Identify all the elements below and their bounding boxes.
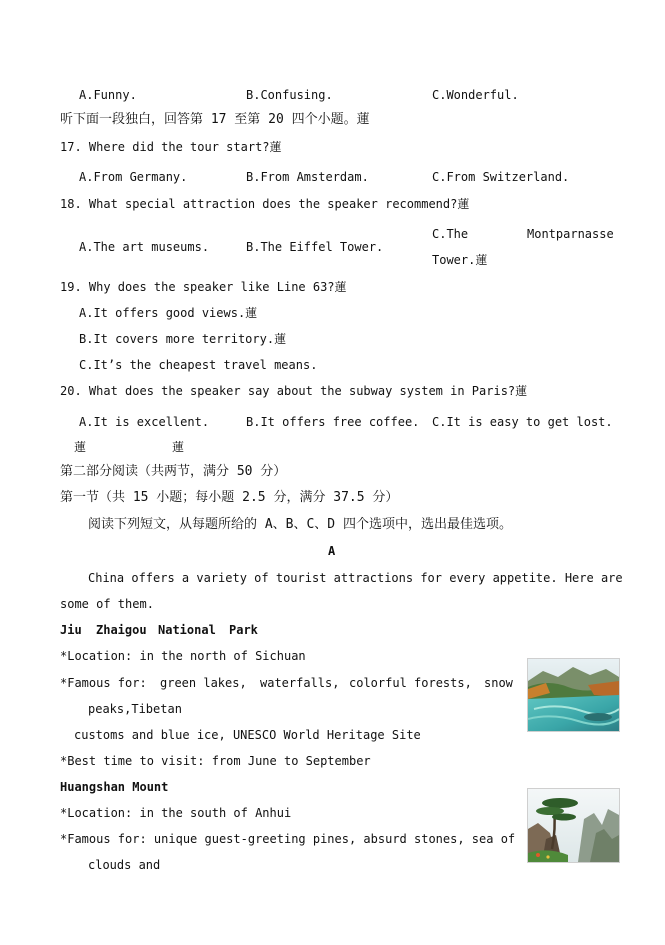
- passage-intro-line2: some of them.: [60, 597, 154, 611]
- q20-option-b: B.It offers free coffee.: [246, 415, 420, 429]
- q18-option-b: B.The Eiffel Tower.: [246, 240, 384, 254]
- jiuzhaigou-photo: [527, 658, 620, 732]
- q19-option-a: A.It offers good views.蓮: [79, 306, 258, 320]
- q17-option-b: B.From Amsterdam.: [246, 170, 369, 184]
- q19-option-c: C.It’s the cheapest travel means.: [79, 358, 318, 372]
- q19-option-b: B.It covers more territory.蓮: [79, 332, 287, 346]
- q20-stem: 20. What does the speaker say about the subway system in Paris?蓮: [60, 384, 528, 398]
- reading-instruction: 阅读下列短文，从每题所给的 A、B、C、D 四个选项中，选出最佳选项。: [88, 517, 512, 532]
- passage-letter: A: [328, 544, 336, 558]
- jiuzhaigou-title-w1: Jiu: [60, 623, 82, 637]
- jiuzhaigou-famous-w2: green lakes,: [160, 676, 247, 690]
- section1-heading: 第一节（共 15 小题；每小题 2.5 分，满分 37.5 分）: [60, 490, 399, 505]
- jiuzhaigou-location: *Location: in the north of Sichuan: [60, 649, 306, 663]
- q16-option-c: C.Wonderful.: [432, 88, 519, 102]
- jiuzhaigou-famous-line3: customs and blue ice, UNESCO World Heritage Site: [74, 728, 421, 742]
- huangshan-famous-line2: clouds and: [88, 858, 161, 872]
- q17-option-c: C.From Switzerland.: [432, 170, 570, 184]
- q18-option-c: C.The: [432, 227, 469, 241]
- jiuzhaigou-famous-w4: colorful forests,: [349, 676, 472, 690]
- jiuzhaigou-title-w4: Park: [229, 623, 258, 637]
- jiuzhaigou-title-w3: National: [158, 623, 216, 637]
- q18-option-a: A.The art museums.: [79, 240, 210, 254]
- jiuzhaigou-famous-line2: peaks,Tibetan: [88, 702, 182, 716]
- q19-stem: 19. Why does the speaker like Line 63?蓮: [60, 280, 347, 294]
- jiuzhaigou-famous-w3: waterfalls,: [260, 676, 340, 690]
- q18-option-c-word: Montparnasse: [527, 227, 614, 241]
- jiuzhaigou-famous-w5: snow: [484, 676, 513, 690]
- stray-mark: 蓮: [74, 440, 87, 454]
- q18-option-c-continued: Tower.蓮: [432, 253, 488, 267]
- huangshan-photo: [527, 788, 620, 863]
- jiuzhaigou-famous-label: *Famous for:: [60, 676, 147, 690]
- part2-heading: 第二部分阅读（共两节，满分 50 分）: [60, 464, 287, 479]
- q20-option-a: A.It is excellent.: [79, 415, 210, 429]
- huangshan-location: *Location: in the south of Anhui: [60, 806, 292, 820]
- q16-option-a: A.Funny.: [79, 88, 137, 102]
- q20-option-c: C.It is easy to get lost.: [432, 415, 613, 429]
- q18-stem: 18. What special attraction does the speaker recommend?蓮: [60, 197, 470, 211]
- jiuzhaigou-title-w2: Zhaigou: [96, 623, 147, 637]
- q16-option-b: B.Confusing.: [246, 88, 333, 102]
- huangshan-title: Huangshan Mount: [60, 780, 169, 794]
- passage-intro-line1: China offers a variety of tourist attractions for every appetite. Here are: [88, 571, 623, 585]
- stray-mark: 蓮: [172, 440, 185, 454]
- q17-stem: 17. Where did the tour start?蓮: [60, 140, 282, 154]
- huangshan-famous-line1: *Famous for: unique guest-greeting pines, absurd stones, sea of: [60, 832, 516, 846]
- monologue-instruction: 听下面一段独白，回答第 17 至第 20 四个小题。蓮: [60, 112, 370, 127]
- jiuzhaigou-best-time: *Best time to visit: from June to September: [60, 754, 371, 768]
- q17-option-a: A.From Germany.: [79, 170, 188, 184]
